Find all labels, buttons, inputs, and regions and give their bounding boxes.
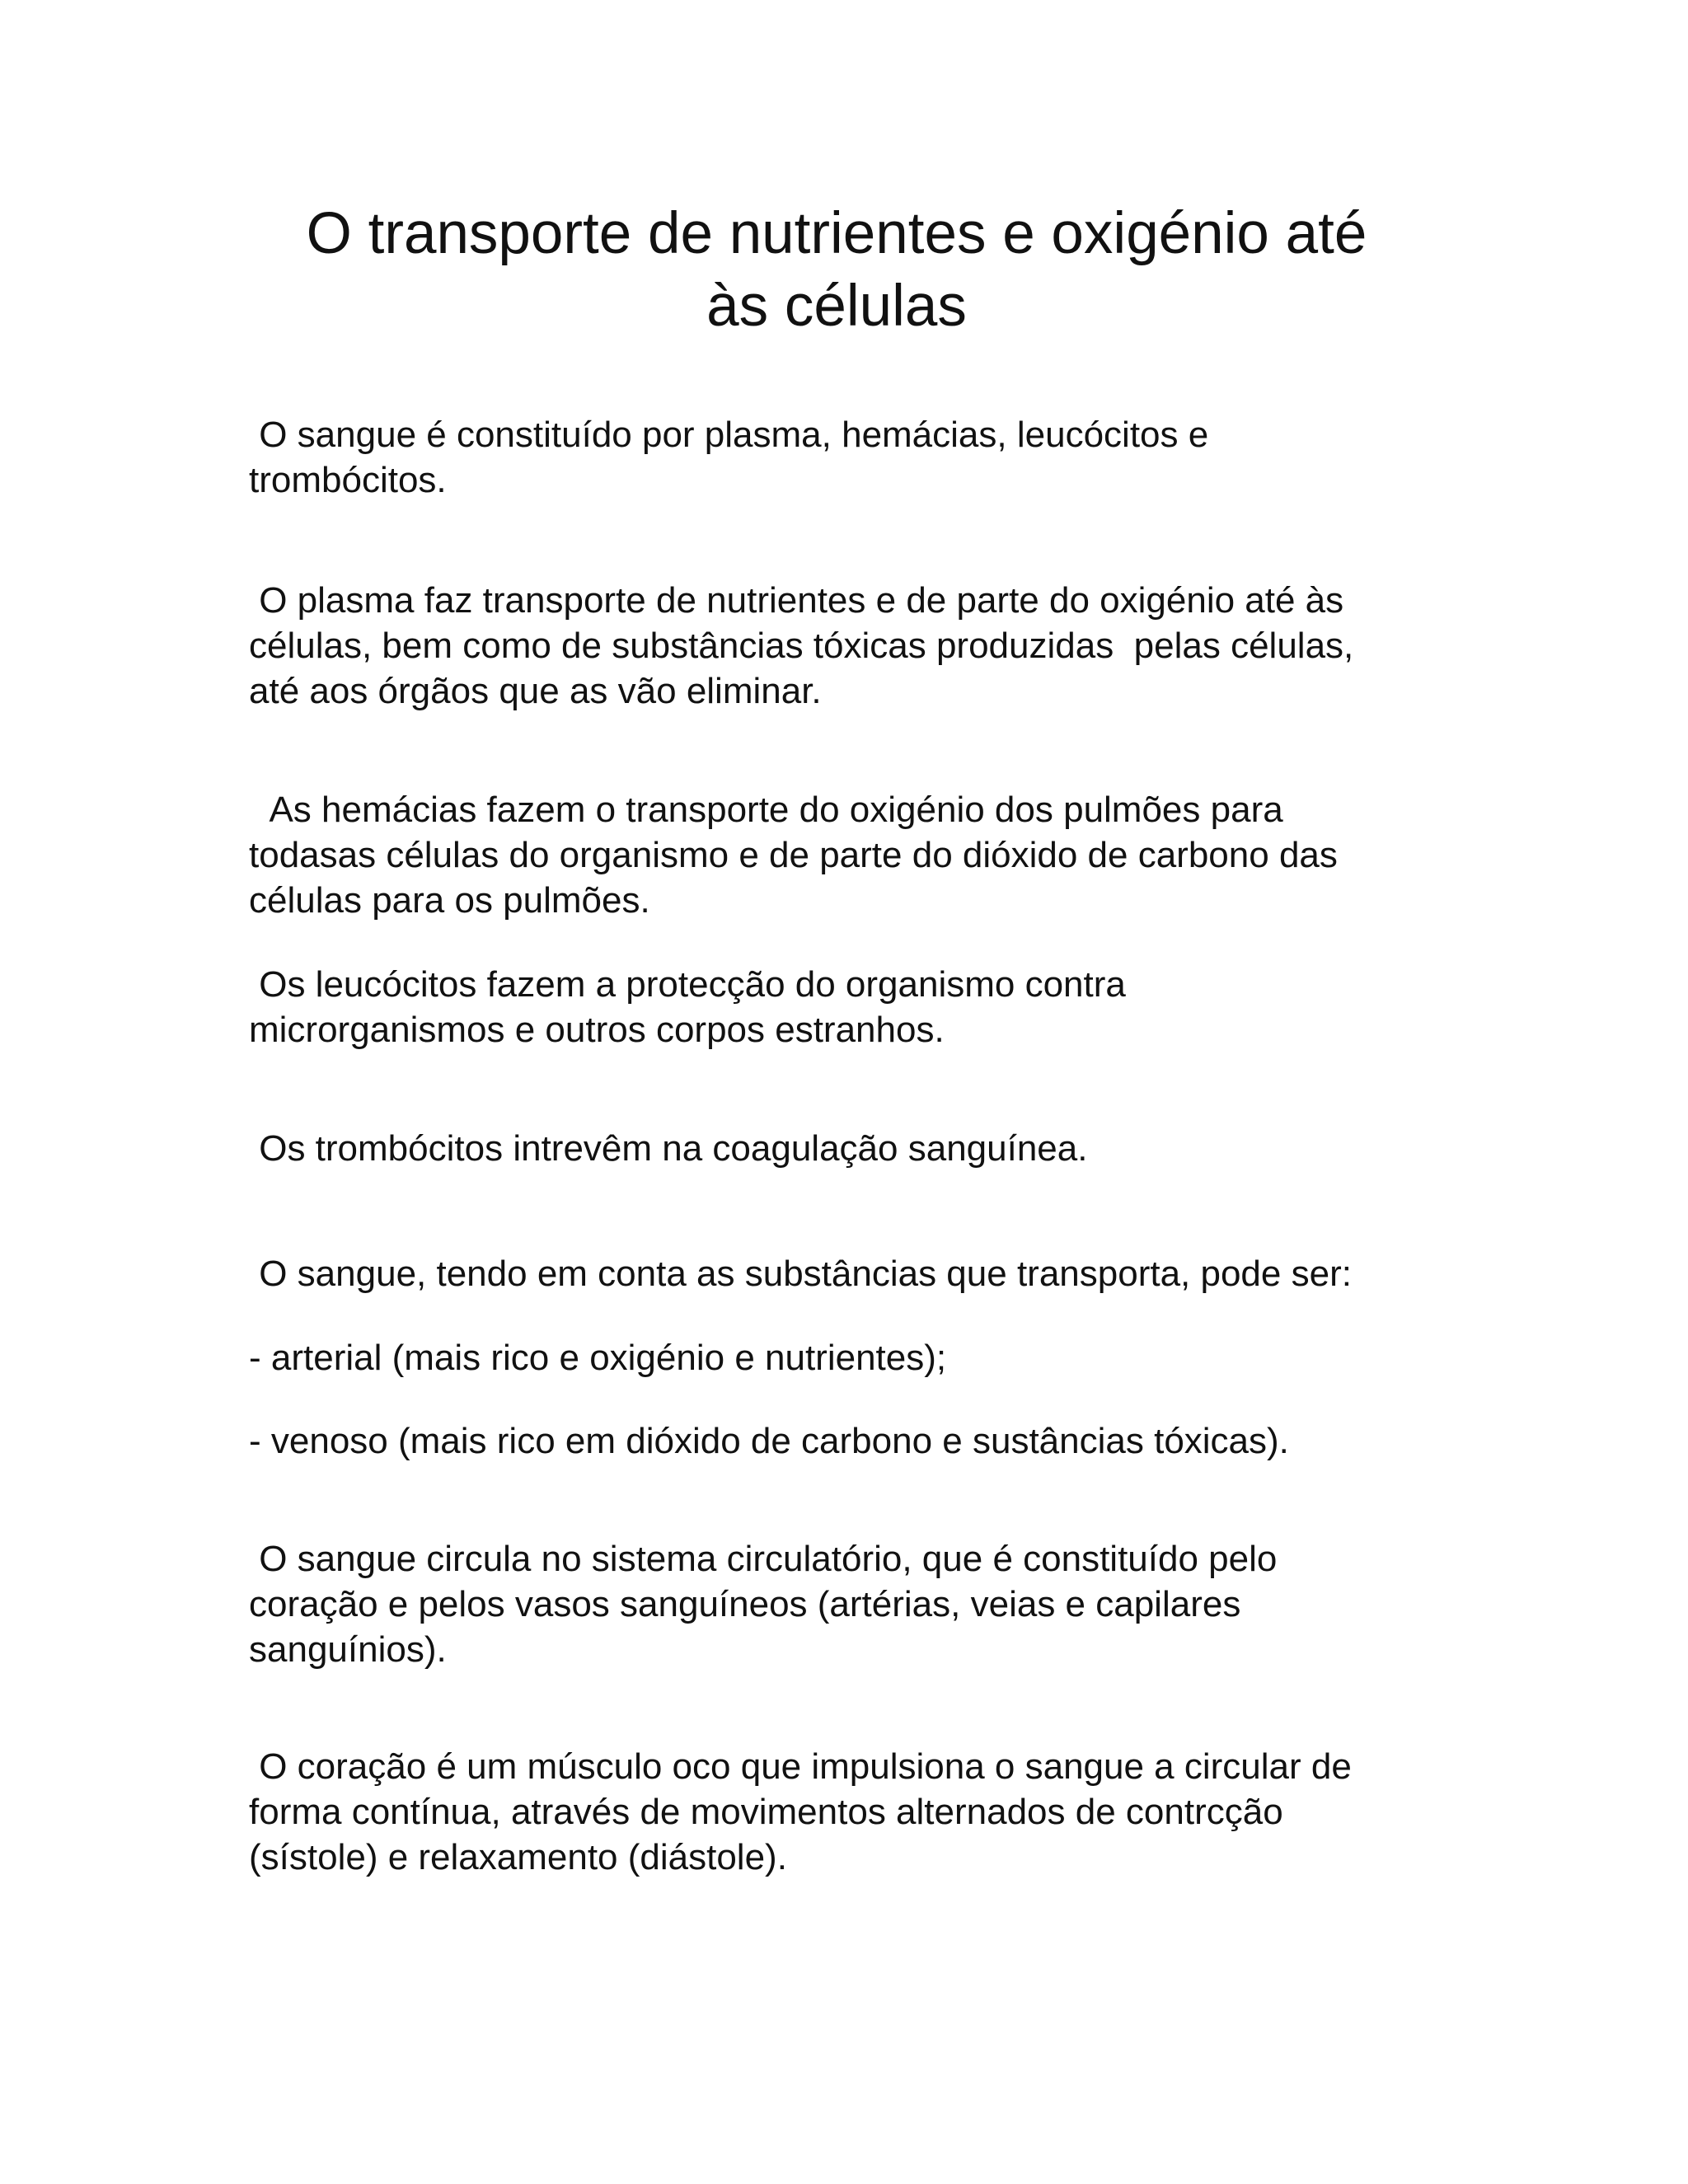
- document-title: [247, 198, 1426, 343]
- paragraph-hemacias: As hemácias fazem o transporte do oxigénio dos pulmões para todasas células do organismo e de parte do dióxido de carbono das células para os pulmões.: [249, 790, 1338, 921]
- paragraph-circulatory-system: O sangue circula no sistema circulatório, que é constituído pelo coração e pelos vasos sanguíneos (artérias, veias e capilares sanguínios).: [249, 1539, 1278, 1670]
- list-item-arterial: - arterial (mais rico e oxigénio e nutrientes);: [249, 1338, 947, 1378]
- paragraph-heart: O coração é um músculo oco que impulsiona o sangue a circular de forma contínua, através de movimentos alternados de contrcção (sístole) e relaxamento (diástole).: [249, 1746, 1352, 1877]
- paragraph-leucocitos: Os leucócitos fazem a protecção do organismo contra microrganismos e outros corpos estranhos.: [249, 964, 1126, 1050]
- title-line-1: O transporte de nutrientes e oxigénio até: [306, 201, 1367, 266]
- title-line-2: às células: [706, 274, 967, 339]
- paragraph-blood-types-intro: O sangue, tendo em conta as substâncias que transporta, pode ser:: [249, 1254, 1352, 1294]
- list-item-venoso: - venoso (mais rico em dióxido de carbono e sustâncias tóxicas).: [249, 1421, 1289, 1461]
- paragraph-plasma: O plasma faz transporte de nutrientes e de parte do oxigénio até às células, bem como de substâncias tóxicas produzidas pelas células, até aos órgãos que as vão eliminar.: [249, 580, 1354, 711]
- paragraph-blood-composition: O sangue é constituído por plasma, hemácias, leucócitos e trombócitos.: [249, 415, 1209, 500]
- paragraph-trombocitos: Os trombócitos intrevêm na coagulação sanguínea.: [249, 1128, 1088, 1169]
